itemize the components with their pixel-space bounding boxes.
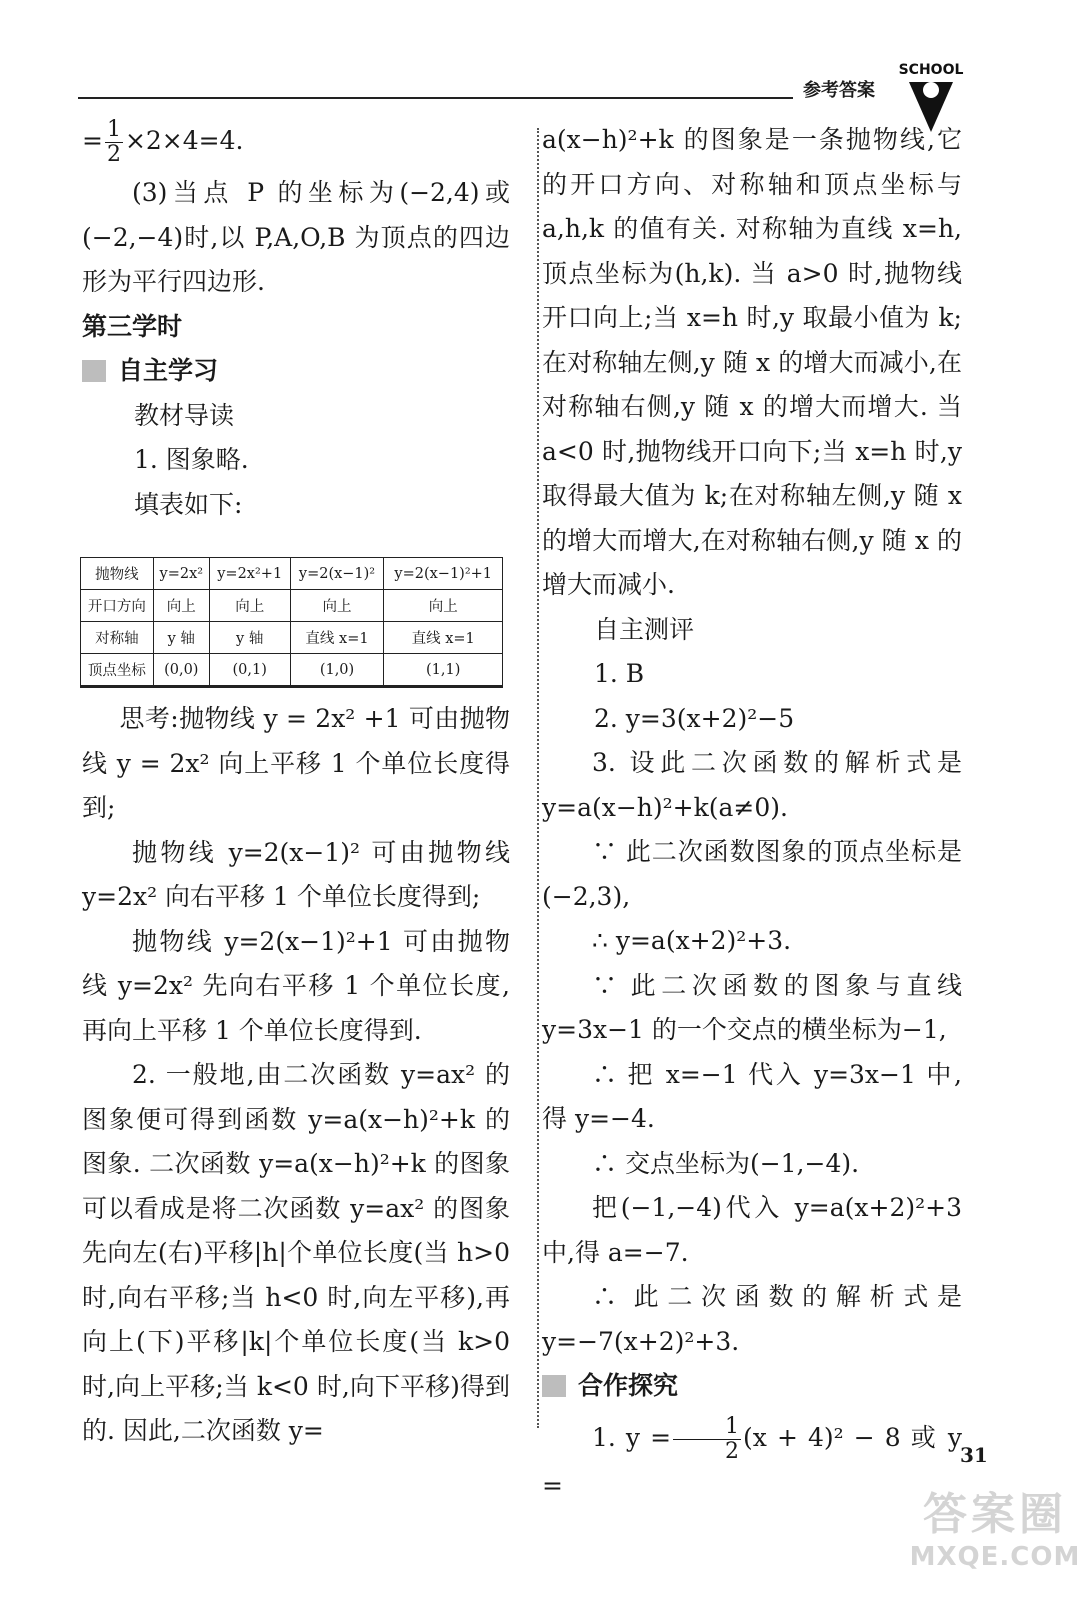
answer-3: (3)当点 P 的坐标为(−2,4)或(−2,−4)时,以 P,A,O,B 为顶点的四边形为平行四边形. <box>82 178 510 296</box>
table-cell: y 轴 <box>209 622 290 654</box>
think-1: 思考:抛物线 y = 2x² +1 可由抛物线 y = 2x² 向上平移 1 个单位长度得到; <box>82 704 510 822</box>
table-cell: 顶点坐标 <box>81 654 154 687</box>
watermark-logo-text: 答案圈 <box>923 1489 1067 1540</box>
table-cell: 直线 x=1 <box>290 622 384 654</box>
fraction-denominator: 2 <box>106 142 121 167</box>
watermark-url: MXQE.COM <box>909 1542 1081 1572</box>
step-6: 把(−1,−4)代入 y=a(x+2)²+3 中,得 a=−7. <box>542 1193 962 1267</box>
table-cell: y=2(x−1)² <box>290 558 384 590</box>
header-label: 参考答案 <box>803 80 875 101</box>
fraction-denominator: 2 <box>725 1438 740 1464</box>
table-cell: 向上 <box>384 590 503 622</box>
header-rule <box>78 97 793 99</box>
coop-label: 合作探究 <box>578 1371 679 1400</box>
answer-1: 1. B <box>594 659 645 688</box>
coop-eq-suffix: (x + 4)² − 8 或 y = <box>542 1422 962 1500</box>
step-1: ∵ 此二次函数图象的顶点坐标是(−2,3), <box>542 837 962 911</box>
coop-eq-prefix: 1. y = <box>592 1422 672 1452</box>
table-cell: (1,1) <box>384 654 503 687</box>
step-3: ∵ 此二次函数的图象与直线 y=3x−1 的一个交点的横坐标为−1, <box>542 970 962 1044</box>
table-row <box>81 622 503 654</box>
equation-line <box>82 118 510 167</box>
step-5: ∴ 交点坐标为(−1,−4). <box>592 1148 860 1178</box>
textbook-guide: 教材导读 <box>134 400 235 430</box>
square-bullet-icon <box>82 360 106 382</box>
column-divider <box>537 128 539 1428</box>
step-4: ∴ 把 x=−1 代入 y=3x−1 中,得 y=−4. <box>542 1059 962 1133</box>
eq-suffix: ×2×4=4. <box>124 126 244 155</box>
item-1: 1. 图象略. <box>134 445 249 474</box>
self-eval-heading: 自主测评 <box>594 614 695 644</box>
fill-table-label: 填表如下: <box>134 489 243 519</box>
item-2: 2. 一般地,由二次函数 y=ax² 的图象便可得到函数 y=a(x−h)²+k 的图象. 二次函数 y=a(x−h)²+k 的图象可以看成是将二次函数 y=ax² 的图象先向左(右)平移|h|个单位长度(当 h>0 时,向右平移;当 h<0 时,向左平移),再向上(下)平移|k|个单位长度(当 k>0 时,向上平移;当 k<0 时,向下平移)得到的. 因此,二次函数 y= <box>82 1060 510 1445</box>
table-row <box>81 590 503 622</box>
think-2: 抛物线 y=2(x−1)² 可由抛物线 y=2x² 向右平移 1 个单位长度得到; <box>82 837 510 911</box>
table-cell: y 轴 <box>153 622 209 654</box>
watermark <box>906 1488 1084 1572</box>
eq-prefix: = <box>82 126 103 155</box>
table-cell: 直线 x=1 <box>384 622 503 654</box>
table-cell: 向上 <box>153 590 209 622</box>
left-column <box>82 118 510 1454</box>
table-row <box>81 654 503 687</box>
table-cell: (0,1) <box>209 654 290 687</box>
self-study-heading <box>82 349 510 394</box>
fraction-numerator: 1 <box>106 117 121 142</box>
think-3: 抛物线 y=2(x−1)²+1 可由抛物线 y=2x² 先向右平移 1 个单位长度,再向上平移 1 个单位长度得到. <box>82 926 510 1045</box>
table-cell: (0,0) <box>153 654 209 687</box>
coop-heading <box>542 1364 962 1409</box>
table-cell: 对称轴 <box>81 622 154 654</box>
step-2: ∴ y=a(x+2)²+3. <box>592 926 792 955</box>
table-cell: (1,0) <box>290 654 384 687</box>
table-header-row <box>81 558 503 590</box>
logo-text: SCHOOL <box>898 62 964 78</box>
section-title: 第三学时 <box>82 311 183 341</box>
fraction-numerator: 1 <box>673 1415 741 1440</box>
step-7: ∴ 此二次函数的解析式是 y=−7(x+2)²+3. <box>542 1282 962 1356</box>
table-cell: y=2x² <box>153 558 209 590</box>
self-study-label: 自主学习 <box>118 356 219 385</box>
table-cell: 抛物线 <box>81 558 154 590</box>
right-column <box>542 118 962 1508</box>
table-cell: y=2(x−1)²+1 <box>384 558 503 590</box>
parabola-table <box>80 557 503 688</box>
square-bullet-icon <box>542 1375 566 1397</box>
fraction <box>673 1415 741 1464</box>
table-cell: 开口方向 <box>81 590 154 622</box>
coop-item-1 <box>542 1415 962 1509</box>
table-cell: 向上 <box>290 590 384 622</box>
answer-2: 2. y=3(x+2)²−5 <box>594 703 795 733</box>
page-number: 31 <box>960 1443 988 1467</box>
fraction <box>105 118 123 167</box>
table-cell: 向上 <box>209 590 290 622</box>
answer-3: 3. 设此二次函数的解析式是 y=a(x−h)²+k(a≠0). <box>542 748 962 822</box>
continued-text: a(x−h)²+k 的图象是一条抛物线,它的开口方向、对称轴和顶点坐标与 a,h,k 的值有关. 对称轴为直线 x=h,顶点坐标为(h,k). 当 a>0 时,抛物线开口向上;当 x=h 时,y 取最小值为 k;在对称轴左侧,y 随 x 的增大而减小,在对称轴右侧,y 随 x 的增大而增大. 当 a<0 时,抛物线开口向下;当 x=h 时,y 取得最大值为 k;在对称轴左侧,y 随 x 的增大而增大,在对称轴右侧,y 随 x 的增大而减小. <box>542 125 962 599</box>
table-cell: y=2x²+1 <box>209 558 290 590</box>
